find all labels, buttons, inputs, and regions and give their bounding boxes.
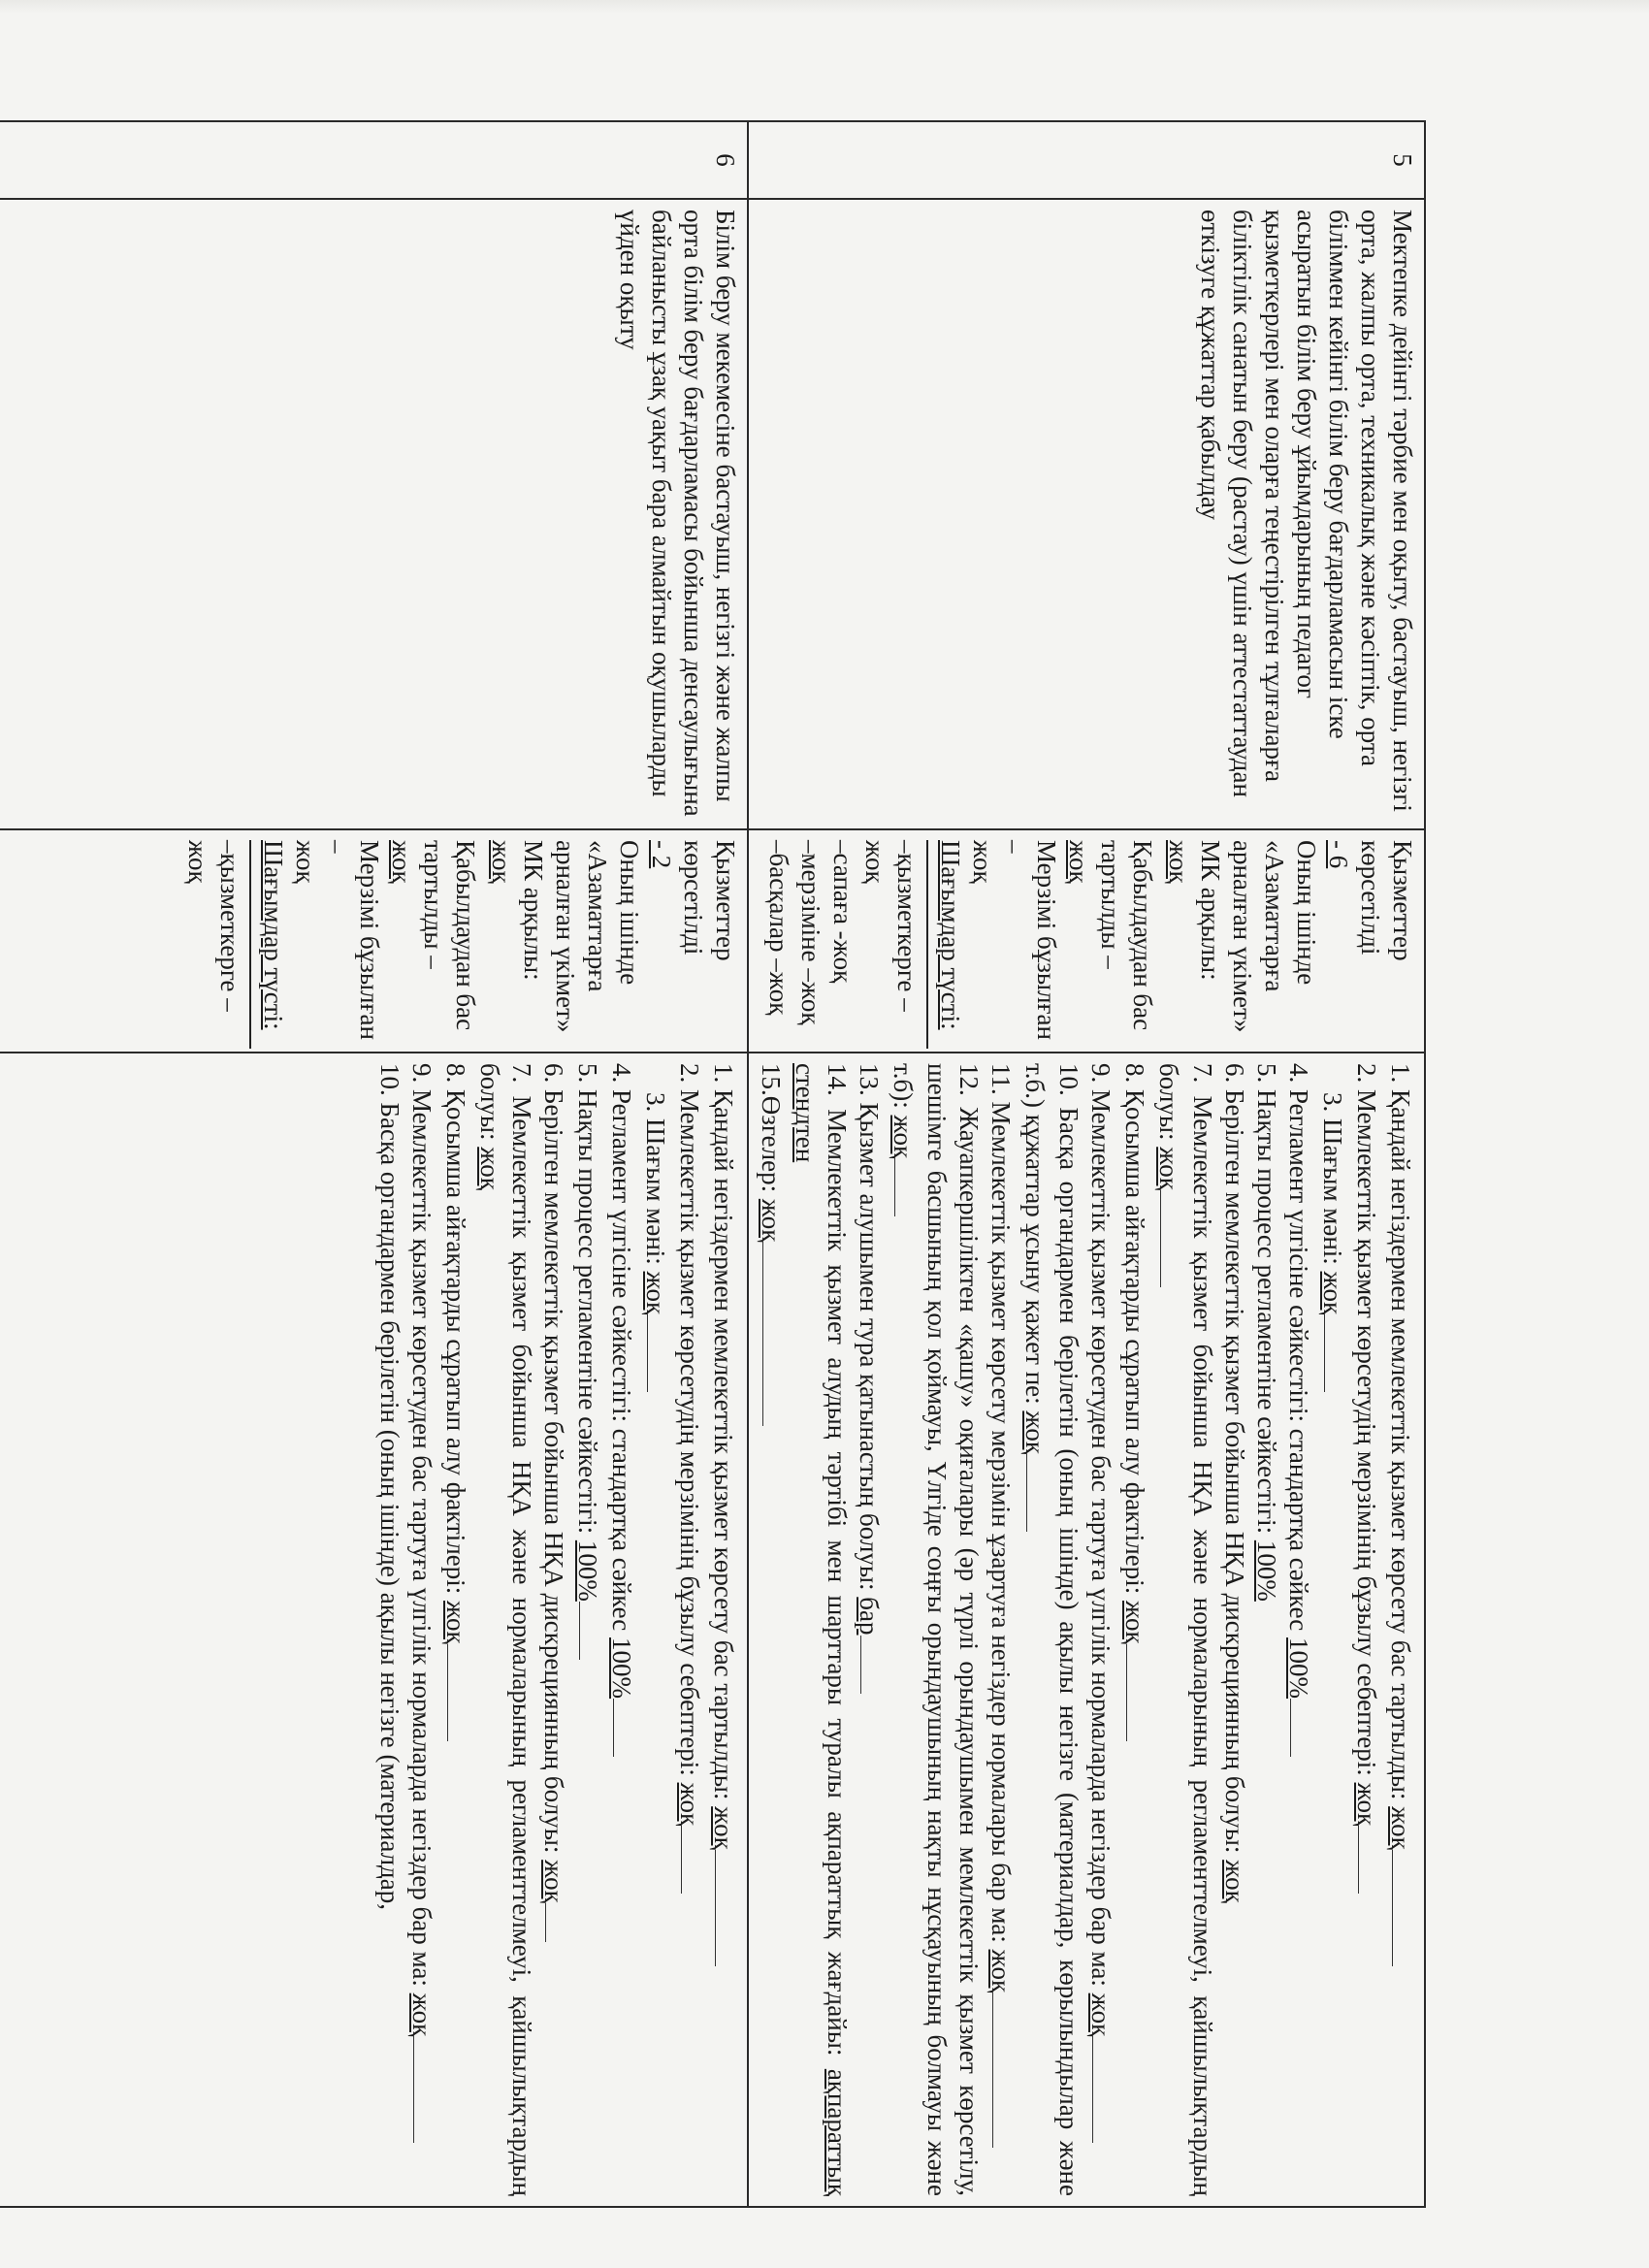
service-name-cell: [748, 199, 1425, 829]
info-item: 9. Мемлекеттік қызмет көрсетуден бас тартуға үлгілік нормаларда негіздер бар ма: жоқ: [1084, 1063, 1118, 2196]
row-number-cell: [748, 121, 1425, 199]
service-name: Білім беру мекемесіне бастауыш, негізгі және жалпы орта білім беру бағдарламасы бойынша денсаулығына байланысты ұзақ уақыт бара алмайтын оқушыларды үйден оқыту: [615, 210, 740, 817]
info-item: 10. Басқа органдармен берілетін (оның ішінде) ақылы негізге (материалдар, көрылындылар және т.б.) құжаттар ұсыну қажет пе: жоқ: [1020, 1063, 1083, 2196]
refusal-label: Қабылдаудан бас тартылды –: [1096, 840, 1157, 1031]
info-item: 10. Басқа органдармен берілетін (оның ішінде) ақылы негізге (материалдар,: [375, 1063, 404, 1911]
deadline-label: Мерзімі бұзылған –: [1000, 840, 1061, 1040]
complaint-item: –қызметкерге –жоқ: [860, 840, 922, 1012]
refusal-label: Қабылдаудан бас тартылды –: [419, 840, 480, 1031]
info-item: 15.Өзгелер: жоқ: [755, 1063, 789, 2196]
services-label: Қызметтер көрсетілді: [1356, 840, 1417, 961]
info-item: 3. Шағым мәні: жоқ: [639, 1063, 673, 2196]
info-item: 2. Мемлекеттік қызмет көрсетудің мерзімінің бұзылу себептері: жоқ: [1350, 1063, 1384, 2196]
complaint-item: –қызметкерге –жоқ: [183, 840, 244, 1012]
service-name: Мектепке дейінгі тәрбие мен оқыту, бастауыш, негізгі орта, жалпы орта, техникалық және кәсіптік, орта біліммен кейінгі білім беру бағдарламасын іске асыратын білім беру ұйымдарының педагог қызметкерлері мен оларға теңестірілген тұлғаларға біліктілік санатын беру (растау) үшін аттестаттаудан өткізуге құжаттар қабылдау: [1196, 210, 1417, 812]
service-info-cell: [0, 1053, 748, 2207]
services-label: Қызметтер көрсетілді: [679, 840, 740, 961]
info-item: 8. Қосымша айғақтарды сұратып алу фактілері: жоқ: [1118, 1063, 1152, 2196]
complaint-item: –сапаға -жоқ: [828, 840, 857, 984]
row-number: 5: [1388, 153, 1417, 167]
separator-line: [249, 840, 251, 1049]
refusal-value: жоқ: [1064, 840, 1093, 884]
service-count-cell: [748, 829, 1425, 1053]
info-item: 11. Мемлекеттік қызмет көрсету мерзімін ұзартуға негіздер нормалары бар ма: жоқ: [985, 1063, 1018, 2196]
table-row: [0, 121, 748, 2207]
including-label: Оның ішінде: [1292, 840, 1321, 986]
row-number-cell: [0, 121, 748, 199]
info-item: 1. Қандай негіздермен мемлекеттік қызмет көрсету бас тартылды: жоқ: [1384, 1063, 1418, 2196]
info-item: 5. Нақты процесс регламентіне сәйкестігі: 100%: [571, 1063, 605, 2196]
complaints-label: Шағымдар түсті:: [259, 840, 288, 1030]
service-info-cell: [748, 1053, 1425, 2207]
citizens-gov-label: «Азаматтарға арналған үкімет» МК арқылы:: [519, 840, 612, 1033]
scan-top-edge: [0, 0, 1649, 14]
info-item: 4. Регламент үлгісіне сәйкестігі: стандартқа сәйкес 100%: [605, 1063, 639, 2196]
deadline-value: жоқ: [968, 840, 997, 884]
info-item: 14. Мемлекеттік қызмет алудың тәртібі мен шарттары туралы ақпараттық жағдайы: ақпараттық стендтен: [791, 1063, 852, 2196]
complaints-label: Шағымдар түсті:: [936, 840, 965, 1030]
refusal-value: жоқ: [387, 840, 416, 884]
info-item: 1. Қандай негіздермен мемлекеттік қызмет көрсету бас тартылды: жоқ: [707, 1063, 741, 2196]
info-item: 2. Мемлекеттік қызмет көрсетудің мерзімінің бұзылу себептері: жоқ: [673, 1063, 707, 2196]
deadline-value: жоқ: [291, 840, 320, 884]
including-label: Оның ішінде: [615, 840, 644, 986]
citizens-gov-value: жоқ: [487, 840, 516, 884]
services-count: - 2: [647, 840, 676, 869]
info-item: 6. Берілген мемлекеттік қызмет бойынша НҚА дискрециянның болуы: жоқ: [1220, 1063, 1249, 1903]
info-item: 13. Қызмет алушымен тура қатынастың болуы: бар: [853, 1063, 887, 2196]
service-count-cell: [0, 829, 748, 1053]
info-item: 6. Берілген мемлекеттік қызмет бойынша НҚА дискрециянның болуы: жоқ: [537, 1063, 571, 2196]
services-count: - 6: [1324, 840, 1353, 869]
deadline-label: Мерзімі бұзылған –: [323, 840, 384, 1040]
info-item: 5. Нақты процесс регламентіне сәйкестігі: 100%: [1252, 1063, 1281, 1602]
info-item: 9. Мемлекеттік қызмет көрсетуден бас тартуға үлгілік нормаларда негіздер бар ма: жоқ: [405, 1063, 439, 2196]
row-number: 6: [711, 153, 740, 167]
info-item: 8. Қосымша айғақтарды сұратып алу фактілері: жоқ: [439, 1063, 473, 2196]
citizens-gov-value: жоқ: [1164, 840, 1193, 884]
citizens-gov-label: «Азаматтарға арналған үкімет» МК арқылы:: [1196, 840, 1289, 1033]
separator-line: [926, 840, 928, 1049]
table-row: [748, 121, 1425, 2207]
service-name-cell: [0, 199, 748, 829]
rotated-table-container: [136, 120, 1426, 2206]
complaint-item: –басқалар –жоқ: [764, 840, 793, 1016]
complaint-item: –мерзіміне –жоқ: [796, 840, 825, 1025]
info-item: 12. Жауапкершіліктен «қашу» оқиғалары (әр түрлі орындаушымен мемлекеттік қызмет көрсетілу, шешімге басшының қол қоймауы, Үлгіде соңғы орындаушының нақты нұсқауының болмауы және т.б): жоқ: [889, 1063, 984, 2196]
info-item: 7. Мемлекеттік қызмет бойынша НҚА және нормаларының регламенттелмеуі, қайшылықтардың болуы: жоқ: [1154, 1063, 1217, 2196]
services-report-table: [0, 120, 1426, 2208]
info-item: 4. Регламент үлгісіне сәйкестігі: стандартқа сәйкес 100%: [1282, 1063, 1316, 2196]
info-item: 3. Шағым мәні: жоқ: [1316, 1063, 1350, 2196]
info-item: 7. Мемлекеттік қызмет бойынша НҚА және нормаларының регламенттелмеуі, қайшылықтардың болуы: жоқ: [475, 1063, 536, 2196]
